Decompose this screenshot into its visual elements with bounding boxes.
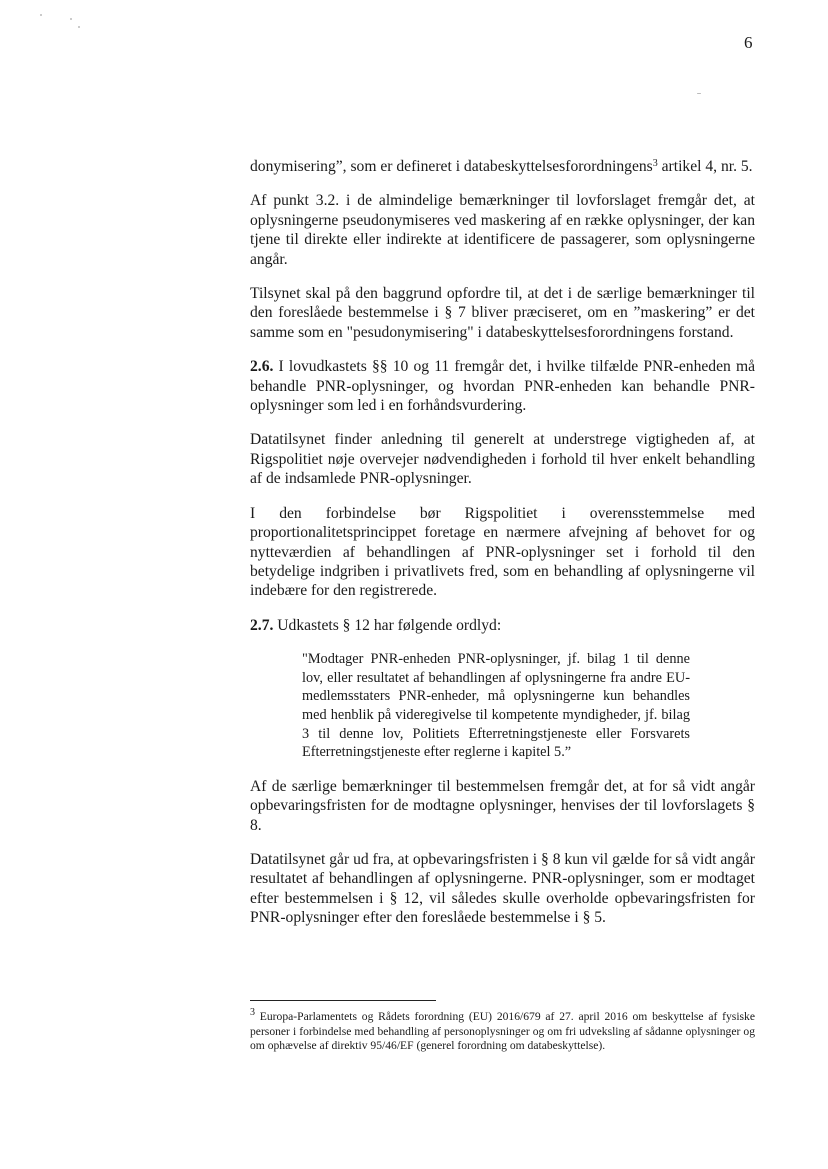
paragraph [250, 357, 755, 415]
block-quote: "Modtager PNR-enheden PNR-oplysninger, jf. bilag 1 til denne lov, eller resultatet af behandlingen af oplysningerne fra andre EU-medlemsstaters PNR-enheder, må oplysningerne kun behandles med henblik på videregivelse til kompetente myndigheder, jf. bilag 3 til denne lov, Politiets Efterretningstjeneste eller Forsvarets Efterretningstjeneste efter reglerne i kapitel 5.” [302, 651, 690, 761]
footnote-separator [250, 1000, 436, 1001]
paragraph: Af de særlige bemærkninger til bestemmelsen fremgår det, at for så vidt angår opbevaringsfristen for de modtagne oplysninger, henvises der til lovforslagets § 8. [250, 777, 755, 834]
paragraph: Tilsynet skal på den baggrund opfordre til, at det i de særlige bemærkninger til den foreslåede bestemmelse i § 7 bliver præciseret, om en ”maskering” er det samme som en "pesudonymisering" i databeskyttelsesforordningens forstand. [250, 285, 755, 341]
scan-speck [40, 14, 42, 16]
page-number: 6 [744, 33, 753, 52]
paragraph-text: artikel 4, nr. 5. [657, 158, 753, 175]
footnote [250, 1007, 755, 1054]
paragraph [250, 157, 755, 176]
scan-speck [70, 18, 72, 20]
scan-speck [697, 93, 701, 94]
paragraph: Datatilsynet går ud fra, at opbevaringsfristen i § 8 kun vil gælde for så vidt angår resultatet af behandlingen af oplysningerne. PNR-oplysninger, som er modtaget efter bestemmelsen i § 12, vil således skulle overholde opbevaringsfristen for PNR-oplysninger efter den foreslåede bestemmelse i § 5. [250, 850, 755, 927]
section-number: 2.6. [250, 358, 274, 376]
paragraph-text: donymisering”, som er defineret i databeskyttelsesforordningens [250, 158, 653, 175]
paragraph: Af punkt 3.2. i de almindelige bemærkninger til lovforslaget fremgår det, at oplysningerne pseudonymiseres ved maskering af en række oplysninger, der kan tjene til direkte eller indirekte at identificere de passagerer, som oplysningerne angår. [250, 192, 755, 268]
footnote-reference: 3 [652, 158, 658, 169]
paragraph-text: I lovudkastets §§ 10 og 11 fremgår det, i hvilke tilfælde PNR-enheden må behandle PNR-oplysninger, og hvordan PNR-enheden kan behandle PNR-oplysninger som led i en forhåndsvurdering. [250, 358, 755, 415]
section-number: 2.7. [250, 616, 274, 634]
footnote-text: Europa-Parlamentets og Rådets forordning (EU) 2016/679 af 27. april 2016 om beskyttelse af fysiske personer i forbindelse med behandling af personoplysninger og om fri udveksling af sådanne oplysninger og om ophævelse af direktiv 95/46/EF (generel forordning om databeskyttelse). [250, 1010, 755, 1053]
paragraph-text: Udkastets § 12 har følgende ordlyd: [273, 616, 502, 634]
paragraph: I den forbindelse bør Rigspolitiet i overensstemmelse med proportionalitetsprincippet foretage en nærmere afvejning af behovet for og nytteværdien af behandlingen af PNR-oplysninger set i forhold til den betydelige indgriben i privatlivets fred, som en behandling af oplysningerne vil indebære for den registrerede. [250, 504, 755, 600]
scan-speck [78, 26, 80, 28]
document-body [250, 157, 755, 943]
paragraph: Datatilsynet finder anledning til generelt at understrege vigtigheden af, at Rigspolitiet nøje overvejer nødvendigheden i forhold til hver enkelt behandling af de indsamlede PNR-oplysninger. [250, 431, 755, 488]
footnote-marker: 3 [250, 1007, 255, 1018]
paragraph [250, 616, 755, 635]
